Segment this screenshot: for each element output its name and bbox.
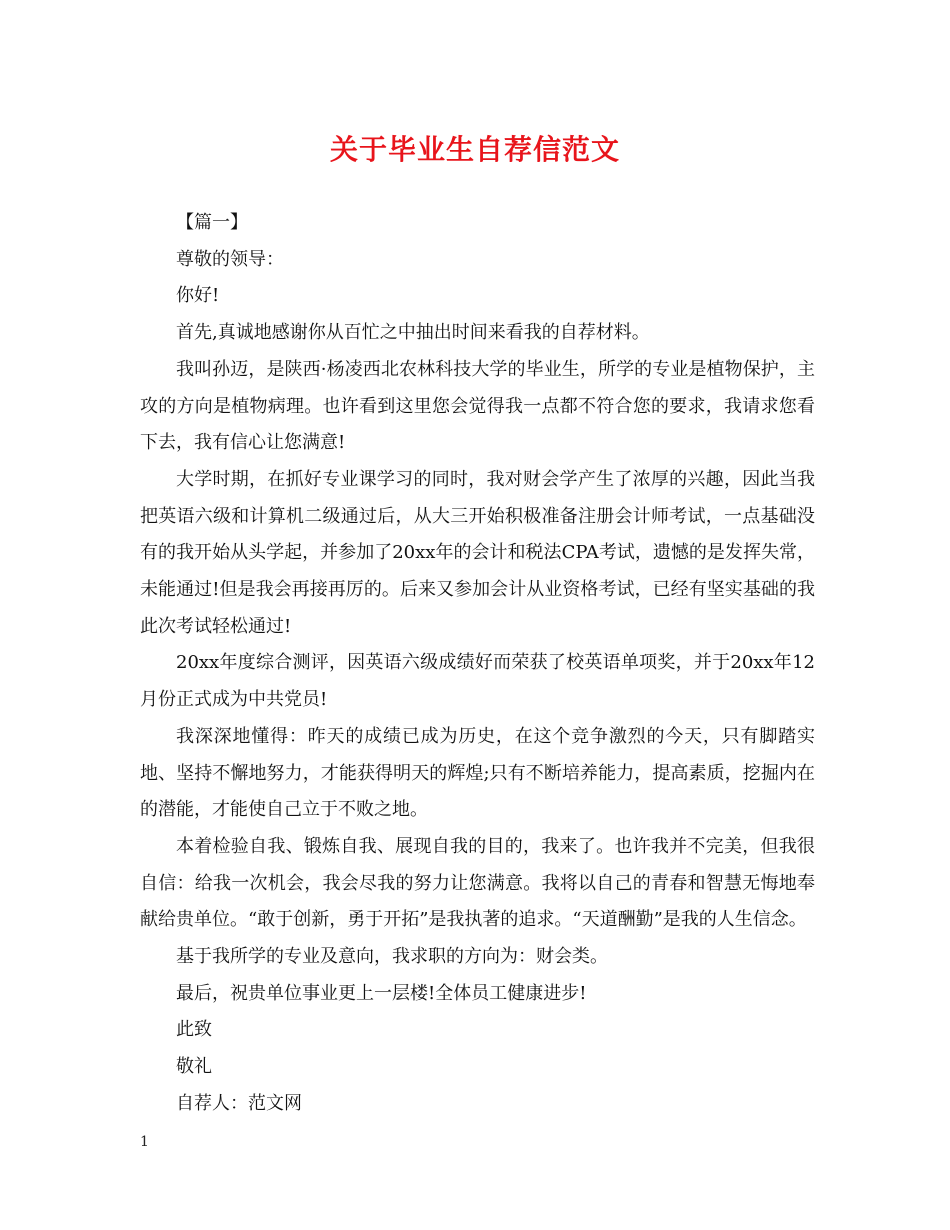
page-number: 1 [140,1134,149,1150]
paragraph: 大学时期，在抓好专业课学习的同时，我对财会学产生了浓厚的兴趣，因此当我把英语六级和计算机二级通过后，从大三开始积极准备注册会计师考试，一点基础没有的我开始从头学起，并参加了20xx年的会计和税法CPA考试，遗憾的是发挥失常，未能通过!但是我会再接再厉的。后来又参加会计从业资格考试，已经有坚实基础的我此次考试轻松通过! [140,468,815,637]
paragraph: 我叫孙迈，是陕西·杨凌西北农林科技大学的毕业生，所学的专业是植物保护，主攻的方向是植物病理。也许看到这里您会觉得我一点都不符合您的要求，我请求您看下去，我有信心让您满意! [140,358,815,454]
paragraph: 20xx年度综合测评，因英语六级成绩好而荣获了校英语单项奖，并于20xx年12月份正式成为中共党员! [140,652,815,711]
paragraph: 本着检验自我、锻炼自我、展现自我的目的，我来了。也许我并不完美，但我很自信：给我一次机会，我会尽我的努力让您满意。我将以自己的青春和智慧无悔地奉献给贵单位。“敢于创新，勇于开拓”是我执著的追求。“天道酬勤”是我的人生信念。 [140,835,815,931]
closing: 敬礼 [176,1056,212,1078]
paragraph: 基于我所学的专业及意向，我求职的方向为：财会类。 [176,946,608,968]
paragraph: 首先,真诚地感谢你从百忙之中抽出时间来看我的自荐材料。 [176,322,650,344]
paragraph: 我深深地懂得：昨天的成绩已成为历史，在这个竞争激烈的今天，只有脚踏实地、坚持不懈地努力，才能获得明天的辉煌;只有不断培养能力，提高素质，挖掘内在的潜能，才能使自己立于不败之地。 [140,725,815,821]
salutation: 尊敬的领导： [176,248,284,270]
greeting: 你好! [176,285,220,307]
signature: 自荐人：范文网 [176,1092,302,1114]
section-heading: 【篇一】 [176,212,248,233]
closing: 此致 [176,1019,212,1041]
document-title: 关于毕业生自荐信范文 [329,133,620,166]
paragraph: 最后，祝贵单位事业更上一层楼!全体员工健康进步! [176,982,587,1004]
letter-body [140,205,815,1123]
